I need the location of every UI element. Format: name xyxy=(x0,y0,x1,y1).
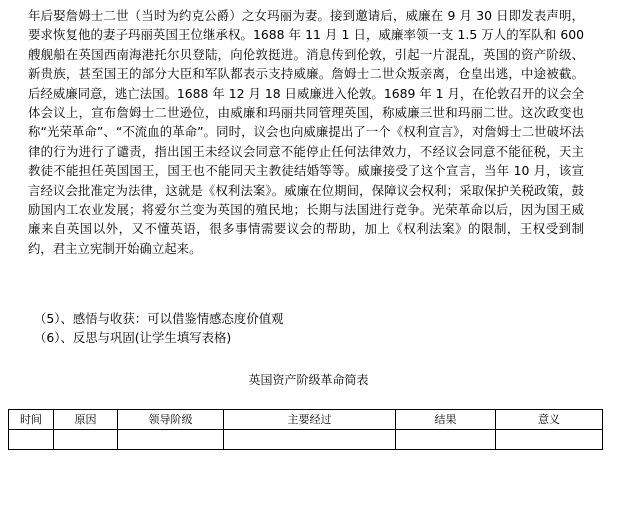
history-paragraph: 年后娶詹姆士二世（当时为约克公爵）之女玛丽为妻。接到邀请后，威廉在 9 月 30 日即发表声明，要求恢复他的妻子玛丽英国王位继承权。1688 年 11 月 1 日，威廉率领一支 1.5 万人的军队和 600 艘舰船在英国西南海港托尔贝登陆，向伦敦挺进。消息传到伦敦，引起一片混乱，英国的资产阶级、新贵族，甚至国王的部分大臣和军队都表示支持威廉。詹姆士二世众叛亲离，仓皇出逃，中途被截。后经威廉同意，逃亡法国。1688 年 12 月 18 日威廉进入伦敦。1689 年 1 月，在伦敦召开的议会全体会议上，宣布詹姆士二世逊位，由威廉和玛丽共同管理英国，称威廉三世和玛丽二世。这次政变也称“光荣革命”、“不流血的革命”。同时，议会也向威廉提出了一个《权利宣言》，对詹姆士二世破坏法律的行为进行了谴责，指出国王未经议会同意不能停止任何法律效力，不经议会同意不能征税，天主教徒不能担任英国国王，国王也不能同天主教徒结婚等等。威廉接受了这个宣言，当年 10 月，该宣言经议会批准定为法律，这就是《权利法案》。威廉在位期间，保障议会权利；采取保护关税政策，鼓励国内工农业发展；将爱尔兰变为英国的殖民地；长期与法国进行竞争。光荣革命以后，因为国王威廉来自英国以外，又不懂英语，很多事情需要议会的帮助，加上《权利法案》的限制，王权受到制约，君主立宪制开始确立起来。 xyxy=(28,8,584,256)
header-significance: 意义 xyxy=(496,410,603,430)
table-row xyxy=(9,430,603,450)
header-result: 结果 xyxy=(396,410,496,430)
header-main-course: 主要经过 xyxy=(224,410,396,430)
item-reflection-gains: （5）、感悟与收获：可以借鉴情感态度价值观 xyxy=(34,311,284,326)
header-time: 时间 xyxy=(9,410,54,430)
cell-significance[interactable] xyxy=(496,430,603,450)
item-reflection-review: （6）、反思与巩固(让学生填写表格) xyxy=(34,330,232,345)
header-cause: 原因 xyxy=(54,410,118,430)
revolution-summary-table xyxy=(8,409,603,450)
table-header-row xyxy=(9,410,603,430)
cell-leading-class[interactable] xyxy=(118,430,224,450)
cell-time[interactable] xyxy=(9,430,54,450)
cell-result[interactable] xyxy=(396,430,496,450)
cell-main-course[interactable] xyxy=(224,430,396,450)
header-leading-class: 领导阶级 xyxy=(118,410,224,430)
table-title: 英国资产阶级革命简表 xyxy=(248,373,369,387)
cell-cause[interactable] xyxy=(54,430,118,450)
